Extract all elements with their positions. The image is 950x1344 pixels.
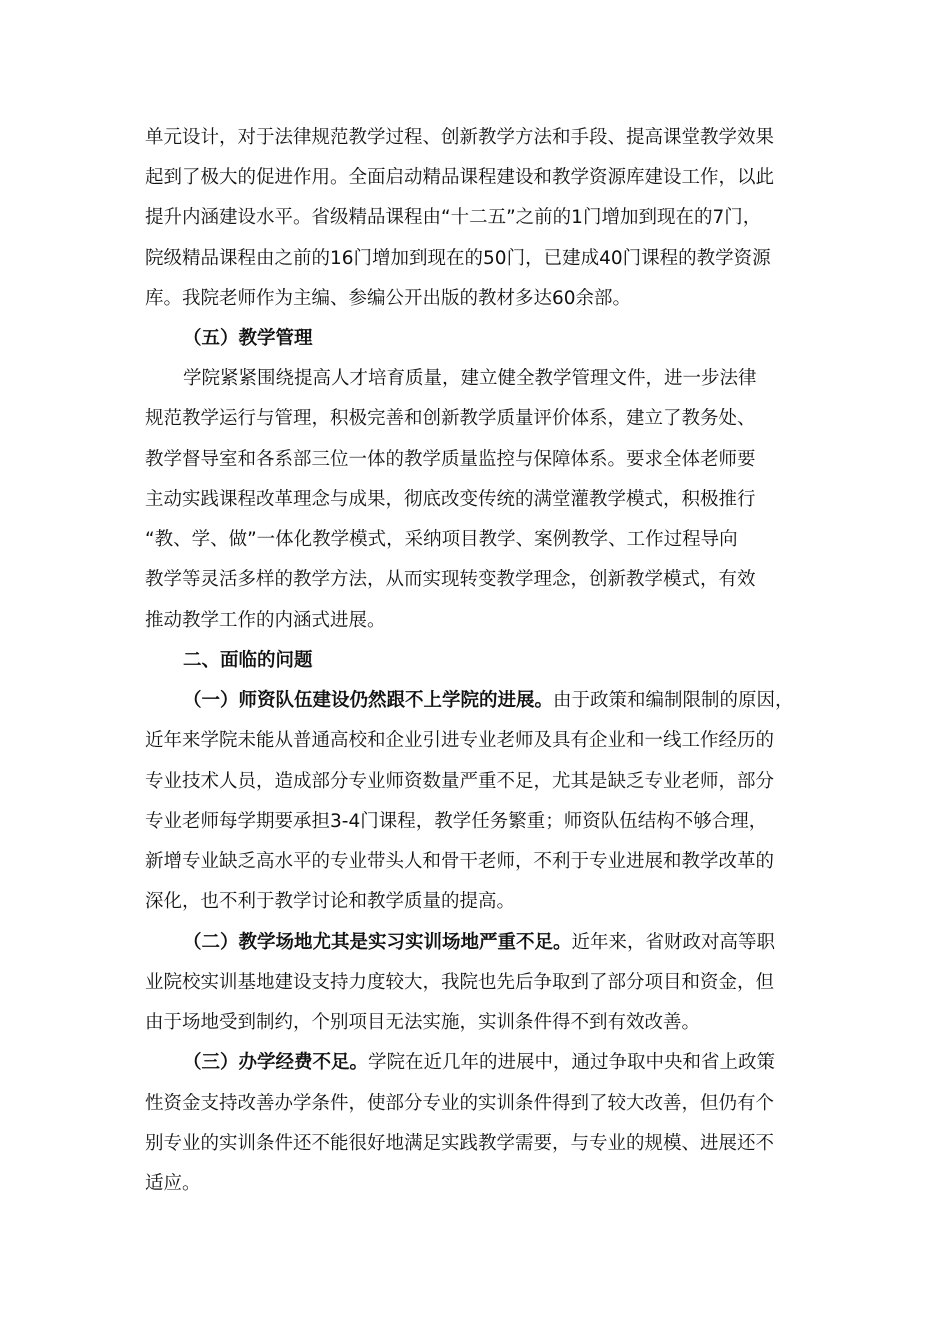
issue-first-line	[183, 689, 813, 713]
text-line: 教学督导室和各系部三位一体的教学质量监控与保障体系。要求全体老师要	[145, 449, 756, 470]
issue-text: 近年来，省财政对高等职	[571, 932, 776, 953]
section-heading: （五）教学管理	[183, 328, 313, 349]
text-line: 业院校实训基地建设支持力度较大，我院也先后争取到了部分项目和资金，但	[145, 972, 775, 993]
text-line: 推动教学工作的内涵式进展。	[145, 610, 386, 631]
text-line: 库。我院老师作为主编、参编公开出版的教材多达60余部。	[145, 288, 632, 309]
text-line: 教学等灵活多样的教学方法，从而实现转变教学理念，创新教学模式，有效	[145, 569, 756, 590]
text-line: 规范教学运行与管理，积极完善和创新教学质量评价体系，建立了教务处、	[145, 408, 756, 429]
issue-title: （二）教学场地尤其是实习实训场地严重不足。	[183, 932, 572, 953]
text-line: 性资金支持改善办学条件，使部分专业的实训条件得到了较大改善，但仍有个	[145, 1093, 775, 1114]
issue-first-line	[183, 1051, 813, 1075]
issue-title: （三）办学经费不足。	[183, 1052, 369, 1073]
text-line: 深化，也不利于教学讨论和教学质量的提高。	[145, 891, 516, 912]
text-line: 专业技术人员，造成部分专业师资数量严重不足，尤其是缺乏专业老师，部分	[145, 771, 775, 792]
text-line: 新增专业缺乏高水平的专业带头人和骨干老师，不利于专业进展和教学改革的	[145, 851, 775, 872]
issue-first-line	[183, 931, 813, 955]
chapter-heading: 二、面临的问题	[183, 650, 313, 671]
issue-text: 由于政策和编制限制的原因，	[553, 690, 794, 711]
issue-title: （一）师资队伍建设仍然跟不上学院的进展。	[183, 690, 554, 711]
text-line: 专业老师每学期要承担3-4门课程，教学任务繁重；师资队伍结构不够合理，	[145, 811, 768, 832]
issue-text: 学院在近几年的进展中，通过争取中央和省上政策	[368, 1052, 776, 1073]
text-line: “教、学、做”一体化教学模式，采纳项目教学、案例教学、工作过程导向	[145, 529, 738, 550]
text-line: 起到了极大的促进作用。全面启动精品课程建设和教学资源库建设工作，以此	[145, 167, 775, 188]
text-line: 适应。	[145, 1173, 201, 1194]
text-line: 单元设计，对于法律规范教学过程、创新教学方法和手段、提高课堂教学效果	[145, 127, 775, 148]
text-line: 院级精品课程由之前的16门增加到现在的50门，已建成40门课程的教学资源	[145, 248, 771, 269]
text-line: 由于场地受到制约，个别项目无法实施，实训条件得不到有效改善。	[145, 1012, 701, 1033]
text-line: 学院紧紧围绕提高人才培育质量，建立健全教学管理文件，进一步法律	[183, 368, 757, 389]
text-line: 提升内涵建设水平。省级精品课程由“十二五”之前的1门增加到现在的7门，	[145, 207, 762, 228]
text-line: 别专业的实训条件还不能很好地满足实践教学需要，与专业的规模、进展还不	[145, 1133, 775, 1154]
text-line: 主动实践课程改革理念与成果，彻底改变传统的满堂灌教学模式，积极推行	[145, 489, 756, 510]
text-line: 近年来学院未能从普通高校和企业引进专业老师及具有企业和一线工作经历的	[145, 730, 775, 751]
